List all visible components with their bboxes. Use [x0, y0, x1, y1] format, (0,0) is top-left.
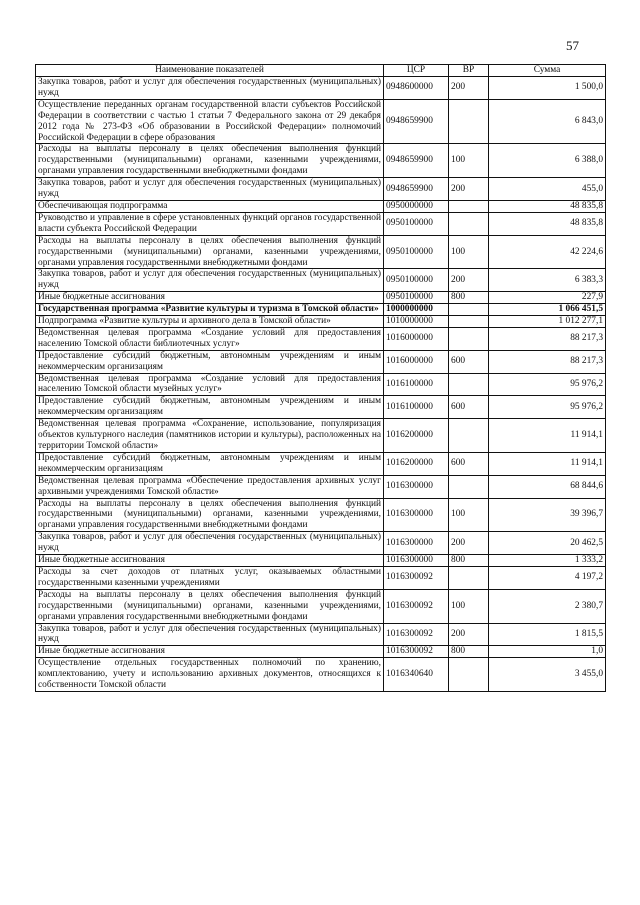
row-csr: 1016000000 [384, 350, 449, 373]
row-sum: 11 914,1 [489, 419, 606, 453]
row-csr: 0948600000 [384, 77, 449, 100]
row-csr: 1016300092 [384, 623, 449, 646]
row-sum: 6 388,0 [489, 144, 606, 178]
row-csr: 1016300000 [384, 532, 449, 555]
row-sum: 95 976,2 [489, 373, 606, 396]
table-row [36, 373, 606, 396]
row-name: Иные бюджетные ассигнования [36, 292, 384, 304]
row-vr [449, 200, 489, 212]
table-row [36, 419, 606, 453]
row-csr: 0948659900 [384, 178, 449, 201]
row-sum: 1,0 [489, 646, 606, 658]
row-sum: 42 224,6 [489, 235, 606, 269]
table-row [36, 269, 606, 292]
table-row [36, 304, 606, 316]
table-row [36, 498, 606, 532]
row-csr: 1016300092 [384, 589, 449, 623]
header-name: Наименование показателей [36, 65, 384, 77]
row-csr: 0950000000 [384, 200, 449, 212]
table-row [36, 555, 606, 567]
row-sum: 48 835,8 [489, 200, 606, 212]
row-csr: 1016300000 [384, 498, 449, 532]
row-vr [449, 566, 489, 589]
header-csr: ЦСР [384, 65, 449, 77]
table-row [36, 589, 606, 623]
row-csr: 1016340640 [384, 658, 449, 692]
row-csr: 1016000000 [384, 327, 449, 350]
row-name: Закупка товаров, работ и услуг для обеспечения государственных (муниципальных) нужд [36, 532, 384, 555]
row-sum: 1 500,0 [489, 77, 606, 100]
row-sum: 11 914,1 [489, 452, 606, 475]
row-name: Расходы на выплаты персоналу в целях обеспечения выполнения функций государственными (муниципальными) органами, казенными учреждениями, органами управления государственными внебюджетными фондами [36, 235, 384, 269]
row-vr: 100 [449, 498, 489, 532]
row-vr: 100 [449, 144, 489, 178]
row-vr: 800 [449, 646, 489, 658]
row-sum: 1 333,2 [489, 555, 606, 567]
table-row [36, 99, 606, 144]
table-row [36, 658, 606, 692]
row-csr: 0950100000 [384, 292, 449, 304]
row-name: Иные бюджетные ассигнования [36, 555, 384, 567]
budget-table [35, 64, 606, 692]
row-csr: 1016300000 [384, 555, 449, 567]
table-body [36, 77, 606, 692]
row-csr: 0948659900 [384, 99, 449, 144]
table-row [36, 452, 606, 475]
row-csr: 0950100000 [384, 212, 449, 235]
table-row [36, 200, 606, 212]
row-vr [449, 212, 489, 235]
table-row [36, 566, 606, 589]
table-row [36, 532, 606, 555]
row-sum: 455,0 [489, 178, 606, 201]
table-row [36, 316, 606, 328]
row-vr: 200 [449, 77, 489, 100]
table-header-row [36, 65, 606, 77]
row-vr: 100 [449, 235, 489, 269]
row-name: Иные бюджетные ассигнования [36, 646, 384, 658]
row-vr: 800 [449, 555, 489, 567]
row-name: Закупка товаров, работ и услуг для обеспечения государственных (муниципальных) нужд [36, 269, 384, 292]
row-csr: 1016300092 [384, 566, 449, 589]
row-vr [449, 304, 489, 316]
row-name: Расходы за счет доходов от платных услуг, оказываемых областными государственными казенными учреждениями [36, 566, 384, 589]
table-row [36, 178, 606, 201]
row-vr [449, 419, 489, 453]
row-vr [449, 475, 489, 498]
row-name: Расходы на выплаты персоналу в целях обеспечения выполнения функций государственными (муниципальными) органами, казенными учреждениями, органами управления государственными внебюджетными фондами [36, 589, 384, 623]
row-vr: 600 [449, 396, 489, 419]
row-csr: 1016100000 [384, 396, 449, 419]
row-csr: 1000000000 [384, 304, 449, 316]
row-vr: 100 [449, 589, 489, 623]
row-sum: 88 217,3 [489, 350, 606, 373]
row-name: Закупка товаров, работ и услуг для обеспечения государственных (муниципальных) нужд [36, 77, 384, 100]
row-sum: 2 380,7 [489, 589, 606, 623]
row-sum: 6 843,0 [489, 99, 606, 144]
row-name: Государственная программа «Развитие культуры и туризма в Томской области» [36, 304, 384, 316]
row-vr: 600 [449, 350, 489, 373]
row-sum: 6 383,3 [489, 269, 606, 292]
row-vr: 600 [449, 452, 489, 475]
row-sum: 1 012 277,1 [489, 316, 606, 328]
table-row [36, 623, 606, 646]
row-csr: 1016300092 [384, 646, 449, 658]
row-csr: 1016200000 [384, 452, 449, 475]
row-name: Закупка товаров, работ и услуг для обеспечения государственных (муниципальных) нужд [36, 623, 384, 646]
row-name: Подпрограмма «Развитие культуры и архивного дела в Томской области» [36, 316, 384, 328]
row-name: Предоставление субсидий бюджетным, автономным учреждениям и иным некоммерческим организациям [36, 452, 384, 475]
row-name: Ведомственная целевая программа «Обеспечение предоставления архивных услуг архивными учреждениями Томской области» [36, 475, 384, 498]
row-sum: 68 844,6 [489, 475, 606, 498]
row-sum: 1 066 451,5 [489, 304, 606, 316]
row-vr [449, 373, 489, 396]
table-row [36, 327, 606, 350]
table-row [36, 646, 606, 658]
row-csr: 1010000000 [384, 316, 449, 328]
row-vr [449, 99, 489, 144]
row-name: Ведомственная целевая программа «Сохранение, использование, популяризация объектов культурного наследия (памятников истории и культуры), расположенных на территории Томской области» [36, 419, 384, 453]
table-row [36, 212, 606, 235]
table-row [36, 396, 606, 419]
row-csr: 0950100000 [384, 235, 449, 269]
header-vr: ВР [449, 65, 489, 77]
page-number: 57 [566, 38, 579, 53]
header-sum: Сумма [489, 65, 606, 77]
row-name: Предоставление субсидий бюджетным, автономным учреждениям и иным некоммерческим организациям [36, 350, 384, 373]
row-csr: 0948659900 [384, 144, 449, 178]
row-name: Предоставление субсидий бюджетным, автономным учреждениям и иным некоммерческим организациям [36, 396, 384, 419]
row-csr: 1016200000 [384, 419, 449, 453]
row-name: Осуществление отдельных государственных полномочий по хранению, комплектованию, учету и использованию архивных документов, относящихся к собственности Томской области [36, 658, 384, 692]
row-name: Ведомственная целевая программа «Создание условий для предоставления населению Томской области библиотечных услуг» [36, 327, 384, 350]
row-sum: 39 396,7 [489, 498, 606, 532]
row-sum: 88 217,3 [489, 327, 606, 350]
row-vr [449, 327, 489, 350]
row-sum: 3 455,0 [489, 658, 606, 692]
row-sum: 1 815,5 [489, 623, 606, 646]
table-row [36, 350, 606, 373]
table-row [36, 144, 606, 178]
row-vr: 200 [449, 269, 489, 292]
row-sum: 4 197,2 [489, 566, 606, 589]
table-row [36, 475, 606, 498]
row-vr: 800 [449, 292, 489, 304]
row-sum: 95 976,2 [489, 396, 606, 419]
row-csr: 1016100000 [384, 373, 449, 396]
row-sum: 227,9 [489, 292, 606, 304]
row-name: Руководство и управление в сфере установленных функций органов государственной власти субъекта Российской Федерации [36, 212, 384, 235]
row-csr: 1016300000 [384, 475, 449, 498]
row-vr: 200 [449, 178, 489, 201]
row-name: Обеспечивающая подпрограмма [36, 200, 384, 212]
table-row [36, 235, 606, 269]
table-row [36, 77, 606, 100]
row-name: Осуществление переданных органам государственной власти субъектов Российской Федерации в соответствии с частью 1 статьи 7 Федерального закона от 29 декабря 2012 года № 273-ФЗ «Об образовании в Российской Федерации» полномочий Российской Федерации в сфере образования [36, 99, 384, 144]
row-name: Закупка товаров, работ и услуг для обеспечения государственных (муниципальных) нужд [36, 178, 384, 201]
row-sum: 48 835,8 [489, 212, 606, 235]
row-vr [449, 658, 489, 692]
row-vr [449, 316, 489, 328]
table-row [36, 292, 606, 304]
row-vr: 200 [449, 623, 489, 646]
row-name: Расходы на выплаты персоналу в целях обеспечения выполнения функций государственными (муниципальными) органами, казенными учреждениями, органами управления государственными внебюджетными фондами [36, 144, 384, 178]
row-sum: 20 462,5 [489, 532, 606, 555]
row-name: Ведомственная целевая программа «Создание условий для предоставления населению Томской области музейных услуг» [36, 373, 384, 396]
row-name: Расходы на выплаты персоналу в целях обеспечения выполнения функций государственными (муниципальными) органами, казенными учреждениями, органами управления государственными внебюджетными фондами [36, 498, 384, 532]
row-csr: 0950100000 [384, 269, 449, 292]
row-vr: 200 [449, 532, 489, 555]
